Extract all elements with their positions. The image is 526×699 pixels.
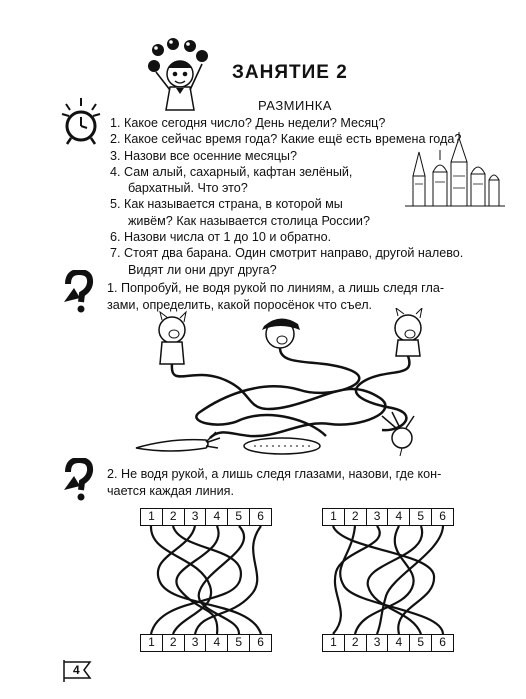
warmup-item: 1. Какое сегодня число? День недели? Месяц? <box>110 116 386 130</box>
line-puzzle-left <box>140 508 272 652</box>
task1-line: зами, определить, какой поросёнок что съел. <box>107 298 373 312</box>
warmup-item: бархатный. Что это? <box>128 181 248 196</box>
top-number-row <box>322 508 454 526</box>
warmup-item: Видят ли они друг друга? <box>128 262 277 277</box>
task2-line: чается каждая линия. <box>107 484 234 498</box>
tangled-lines <box>140 526 272 634</box>
pig-icon <box>395 308 422 356</box>
warmup-item: живём? Как называется столица России? <box>128 213 370 228</box>
number-cell: 3 <box>185 635 207 651</box>
number-cell: 5 <box>410 635 432 651</box>
pig-maze-illustration <box>130 308 450 458</box>
alarm-clock-icon <box>60 96 102 146</box>
section-title: РАЗМИНКА <box>258 98 332 113</box>
number-cell: 1 <box>323 635 345 651</box>
number-cell: 5 <box>228 509 250 525</box>
number-cell: 5 <box>410 509 432 525</box>
number-cell: 1 <box>141 635 163 651</box>
number-cell: 4 <box>206 509 228 525</box>
number-cell: 2 <box>345 635 367 651</box>
warmup-item: 6. Назови числа от 1 до 10 и обратно. <box>110 230 332 245</box>
boy-juggling-icon <box>140 38 220 113</box>
warmup-item: 4. Сам алый, сахарный, кафтан зелёный, <box>110 164 353 179</box>
cucumber-icon <box>244 438 320 454</box>
beet-icon <box>382 412 414 456</box>
top-number-row <box>140 508 272 526</box>
warmup-item: 5. Как называется страна, в которой мы <box>110 197 343 212</box>
pig-icon <box>262 318 300 348</box>
bottom-number-row <box>140 634 272 652</box>
pig-icon <box>159 312 186 364</box>
warmup-item: 7. Стоят два барана. Один смотрит направо, другой налево. <box>110 246 464 261</box>
number-cell: 4 <box>388 635 410 651</box>
warmup-item: 3. Назови все осенние месяцы? <box>110 148 297 163</box>
number-cell: 2 <box>163 509 185 525</box>
number-cell: 4 <box>388 509 410 525</box>
number-cell: 2 <box>163 635 185 651</box>
line-puzzle-right <box>322 508 454 652</box>
question-mark-icon <box>60 458 96 502</box>
number-cell: 3 <box>367 509 389 525</box>
number-cell: 5 <box>228 635 250 651</box>
number-cell: 6 <box>439 635 446 649</box>
task2-text <box>107 466 507 500</box>
question-mark-icon <box>60 270 96 314</box>
number-cell: 6 <box>257 635 264 649</box>
number-cell: 3 <box>185 509 207 525</box>
number-cell: 1 <box>323 509 345 525</box>
page-number: 4 <box>73 663 80 677</box>
number-cell: 1 <box>141 509 163 525</box>
number-cell: 3 <box>367 635 389 651</box>
number-cell: 2 <box>345 509 367 525</box>
task1-line: 1. Попробуй, не водя рукой по линиям, а лишь следя гла- <box>107 281 445 295</box>
kremlin-icon <box>405 132 505 212</box>
warmup-item: 2. Какое сейчас время года? Какие ещё есть времена года? <box>110 132 462 147</box>
bottom-number-row <box>322 634 454 652</box>
number-cell: 6 <box>257 509 264 523</box>
carrot-icon <box>136 432 220 451</box>
task2-line: 2. Не водя рукой, а лишь следя глазами, назови, где кон- <box>107 467 442 481</box>
tangled-lines <box>322 526 454 634</box>
lesson-title: ЗАНЯТИЕ 2 <box>232 62 348 83</box>
number-cell: 4 <box>206 635 228 651</box>
number-cell: 6 <box>439 509 446 523</box>
